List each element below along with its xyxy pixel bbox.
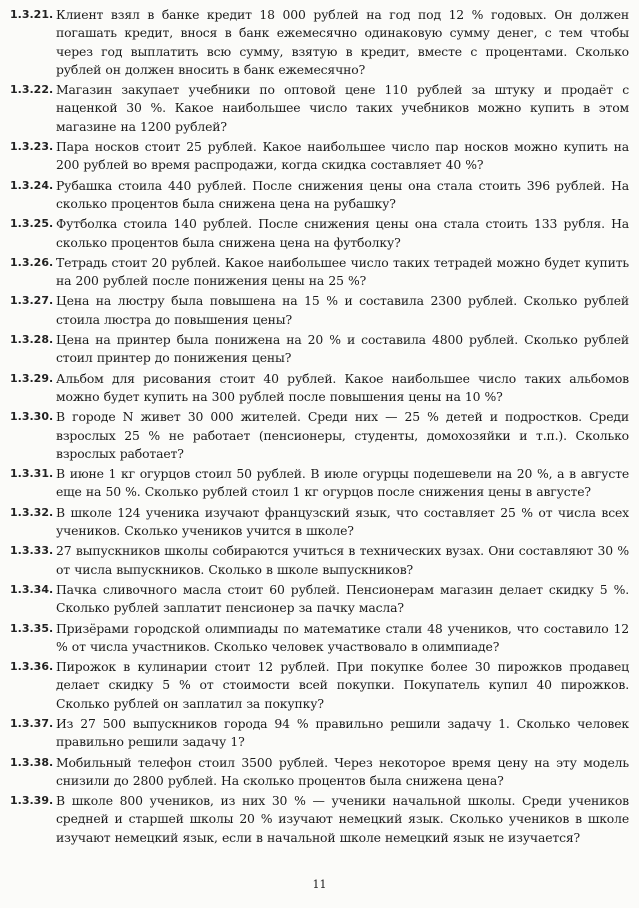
problem-number: 1.3.24. <box>10 178 54 192</box>
problem-1-3-31 <box>10 465 629 502</box>
problem-number: 1.3.31. <box>10 467 54 481</box>
problem-text: Призёрами городской олимпиады по математике стали 48 учеников, что составило 12 % от числа участников. Сколько человек участвовало в олимпиаде? <box>56 620 629 654</box>
problem-number: 1.3.22. <box>10 83 54 97</box>
problem-text: В школе 800 учеников, из них 30 % — ученики начальной школы. Среди учеников средней и старшей школы 20 % изучают немецкий язык. Сколько учеников в школе изучают немецкий язык, если в начальной школе немецкий язык не изучается? <box>56 793 629 845</box>
problem-number: 1.3.21. <box>10 8 54 21</box>
problem-text: Футболка стоила 140 рублей. После снижения цены она стала стоить 133 рубля. На сколько процентов была снижена цена на футболку? <box>56 216 629 250</box>
problem-number: 1.3.35. <box>10 621 54 635</box>
problem-number: 1.3.32. <box>10 505 54 519</box>
problem-1-3-32 <box>10 504 629 541</box>
problem-1-3-37 <box>10 715 629 752</box>
problem-text: Магазин закупает учебники по оптовой цене 110 рублей за штуку и продаёт с наценкой 30 %. Какое наибольшее число таких учебников можно купить в этом магазине на 1200 рублей? <box>56 82 629 134</box>
problem-1-3-33 <box>10 542 629 579</box>
problem-text: Тетрадь стоит 20 рублей. Какое наибольшее число таких тетрадей можно будет купить на 200 рублей после понижения цены на 25 %? <box>56 254 629 289</box>
problem-number: 1.3.26. <box>10 255 54 269</box>
problem-1-3-23 <box>10 138 629 175</box>
problem-text: Из 27 500 выпускников города 94 % правильно решили задачу 1. Сколько человек правильно решили задачу 1? <box>56 715 629 750</box>
problem-text: Пара носков стоит 25 рублей. Какое наибольшее число пар носков можно купить на 200 рублей во время распродажи, когда скидка составляет 40 %? <box>56 139 629 173</box>
problem-1-3-24 <box>10 177 629 214</box>
problem-1-3-21 <box>10 6 629 79</box>
problem-text: Рубашка стоила 440 рублей. После снижения цены она стала стоить 396 рублей. На сколько процентов была снижена цена на рубашку? <box>56 177 629 211</box>
problem-number: 1.3.25. <box>10 217 54 231</box>
problem-number: 1.3.28. <box>10 333 54 347</box>
problem-1-3-29 <box>10 370 629 407</box>
problem-number: 1.3.34. <box>10 582 54 596</box>
problem-1-3-34 <box>10 581 629 618</box>
problem-text: 27 выпускников школы собираются учиться в технических вузах. Они составляют 30 % от числа выпускников. Сколько в школе выпускников? <box>56 543 629 577</box>
problem-number: 1.3.33. <box>10 544 54 558</box>
problem-1-3-27 <box>10 292 629 329</box>
problem-number: 1.3.39. <box>10 794 54 808</box>
problem-number: 1.3.30. <box>10 410 54 424</box>
problem-1-3-36 <box>10 658 629 713</box>
problem-1-3-39 <box>10 792 629 847</box>
problem-text: Цена на принтер была понижена на 20 % и составила 4800 рублей. Сколько рублей стоил принтер до понижения цены? <box>56 332 629 366</box>
problem-1-3-38 <box>10 754 629 791</box>
problem-text: Клиент взял в банке кредит 18 000 рублей на год под 12 % годовых. Он должен погашать кредит, внося в банк ежемесячно одинаковую сумму денег, с тем чтобы через год выплатить всю сумму, взятую в кредит, вместе с процентами. Сколько рублей он должен вносить в банк ежемесячно? <box>56 7 629 77</box>
problem-text: Мобильный телефон стоил 3500 рублей. Через некоторое время цену на эту модель снизили до 2800 рублей. На сколько процентов была снижена цена? <box>56 754 629 788</box>
problem-text: В июне 1 кг огурцов стоил 50 рублей. В июле огурцы подешевели на 20 %, а в августе еще на 50 %. Сколько рублей стоил 1 кг огурцов после снижения цены в августе? <box>56 466 629 500</box>
problem-text: Пачка сливочного масла стоит 60 рублей. Пенсионерам магазин делает скидку 5 %. Сколько рублей заплатит пенсионер за пачку масла? <box>56 581 629 616</box>
problem-text: Цена на люстру была повышена на 15 % и составила 2300 рублей. Сколько рублей стоила люстра до повышения цены? <box>56 293 629 327</box>
problem-number: 1.3.38. <box>10 755 54 769</box>
problem-text: В городе N живет 30 000 жителей. Среди них — 25 % детей и подростков. Среди взрослых 25 % не работает (пенсионеры, студенты, домохозяйки и т.п.). Сколько взрослых работает? <box>56 409 629 461</box>
problem-number: 1.3.27. <box>10 294 54 308</box>
problem-text: В школе 124 ученика изучают французский язык, что составляет 25 % от числа всех учеников. Сколько учеников учится в школе? <box>56 504 629 539</box>
problem-1-3-25 <box>10 215 629 252</box>
problem-number: 1.3.29. <box>10 371 54 385</box>
problem-text: Пирожок в кулинарии стоит 12 рублей. При покупке более 30 пирожков продавец делает скидку 5 % от стоимости всей покупки. Покупатель купил 40 пирожков. Сколько рублей он заплатил за покупку? <box>56 659 629 711</box>
problem-1-3-35 <box>10 620 629 657</box>
problem-number: 1.3.23. <box>10 140 54 154</box>
problem-1-3-22 <box>10 81 629 136</box>
problem-1-3-30 <box>10 408 629 463</box>
problem-text: Альбом для рисования стоит 40 рублей. Какое наибольшее число таких альбомов можно будет купить на 300 рублей после повышения цены на 10 %? <box>56 370 629 404</box>
problem-number: 1.3.36. <box>10 660 54 674</box>
problem-number: 1.3.37. <box>10 716 54 730</box>
problem-1-3-26 <box>10 254 629 291</box>
problem-1-3-28 <box>10 331 629 368</box>
page-number: 11 <box>312 878 327 891</box>
